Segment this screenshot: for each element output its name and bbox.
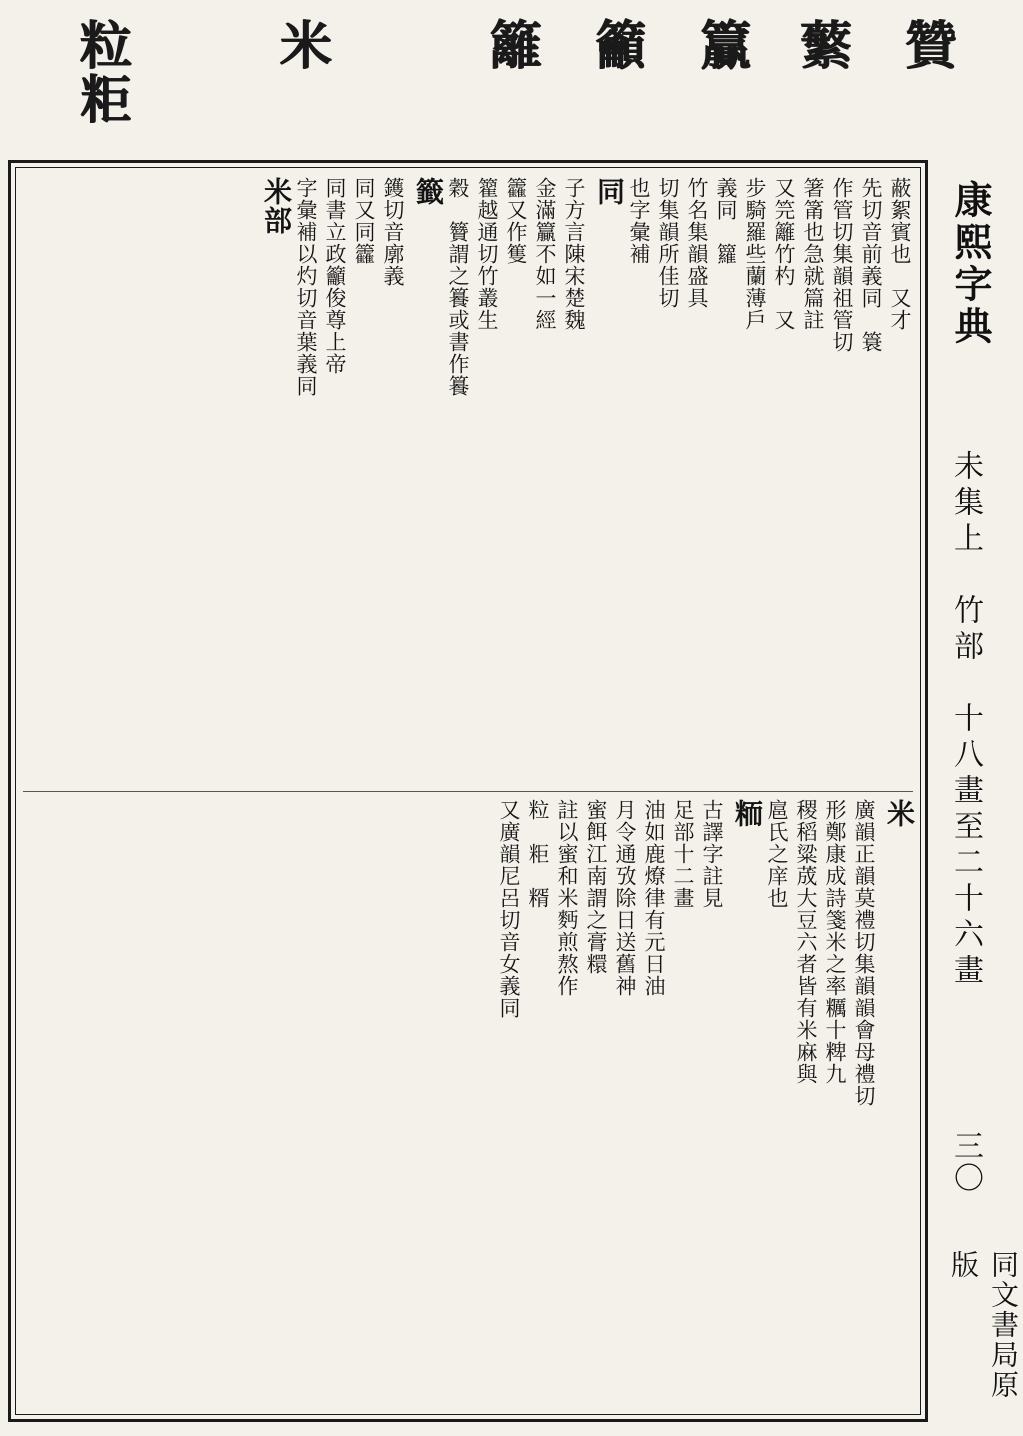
text-column: 籊越通切竹叢生	[475, 177, 499, 331]
text-column: 金滿籯不如一經	[533, 177, 557, 331]
seal-char-1: 贊	[895, 18, 956, 72]
text-column: 又廣韻尼呂切音女義同	[497, 799, 521, 1019]
seal-char-7: 粒粔	[70, 18, 131, 126]
text-column: 粒 粔 糈	[526, 799, 550, 909]
text-column: 廣韻正韻莫禮切集韻韻會母禮切	[852, 799, 876, 1107]
text-column: 扈氏之庠也	[765, 799, 789, 909]
text-column: 足部十二畫	[671, 799, 695, 909]
text-column: 子方言陳宋楚魏	[562, 177, 586, 331]
text-column: 籱又作篗	[504, 177, 528, 265]
text-column: 油如鹿燎律有元日油	[642, 799, 666, 997]
page-header-column	[935, 170, 1020, 1420]
seal-script-strip	[0, 0, 1000, 160]
text-column: 也字彙補	[627, 177, 651, 265]
publisher: 同文書局原版	[947, 1250, 1020, 1400]
text-column: 又笎籬竹杓 又	[772, 177, 796, 331]
text-column: 同	[593, 177, 626, 206]
text-column: 粫	[731, 799, 764, 828]
text-column: 同又同籱	[352, 177, 376, 265]
lower-register	[18, 799, 916, 1409]
text-column: 作管切集韻祖管切	[830, 177, 854, 353]
text-column: 月令通攷除日送舊神	[613, 799, 637, 997]
text-column: 竹名集韻盛具	[685, 177, 709, 309]
text-column: 步騎羅些蘭薄戶	[743, 177, 767, 331]
page-number: 三〇	[948, 1130, 983, 1194]
seal-char-5: 籬	[480, 18, 541, 72]
text-column: 形鄭康成詩箋米之率糲十粺九	[823, 799, 847, 1085]
text-column: 字彙補以灼切音葉義同	[294, 177, 318, 397]
seal-char-6: 米	[270, 18, 331, 72]
text-column: 義同 籮	[714, 177, 738, 265]
seal-char-2: 蘩	[790, 18, 851, 72]
text-column: 同書立政籲俊尊上帝	[323, 177, 347, 375]
seal-char-4: 籲	[585, 18, 646, 72]
text-column: 先切音前義同 簑	[859, 177, 883, 353]
text-column: 穀 籫謂之籑或書作籑	[446, 177, 470, 397]
upper-register	[18, 177, 913, 787]
text-column: 蜜餌江南謂之膏糫	[584, 799, 608, 975]
dictionary-title: 康熙字典	[948, 180, 993, 348]
seal-char-3: 籯	[690, 18, 751, 72]
text-column: 蔽絮賓也 又才	[888, 177, 912, 331]
text-column: 稷稻粱荿大豆六者皆有米麻與	[794, 799, 818, 1085]
text-column: 籤	[412, 177, 445, 206]
text-column: 鑊切音廓義	[381, 177, 405, 287]
text-column: 註以蜜和米麪煎熬作	[555, 799, 579, 997]
register-divider	[23, 791, 913, 792]
text-column: 古譯字註見	[700, 799, 724, 909]
text-column: 切集韻所佳切	[656, 177, 680, 309]
page-body	[8, 160, 928, 1422]
text-column: 米	[883, 799, 916, 828]
text-column: 米部	[260, 177, 293, 235]
volume-section: 未集上 竹部 十八畫至二十六畫	[948, 450, 983, 990]
text-column: 箸筩也急就篇註	[801, 177, 825, 331]
